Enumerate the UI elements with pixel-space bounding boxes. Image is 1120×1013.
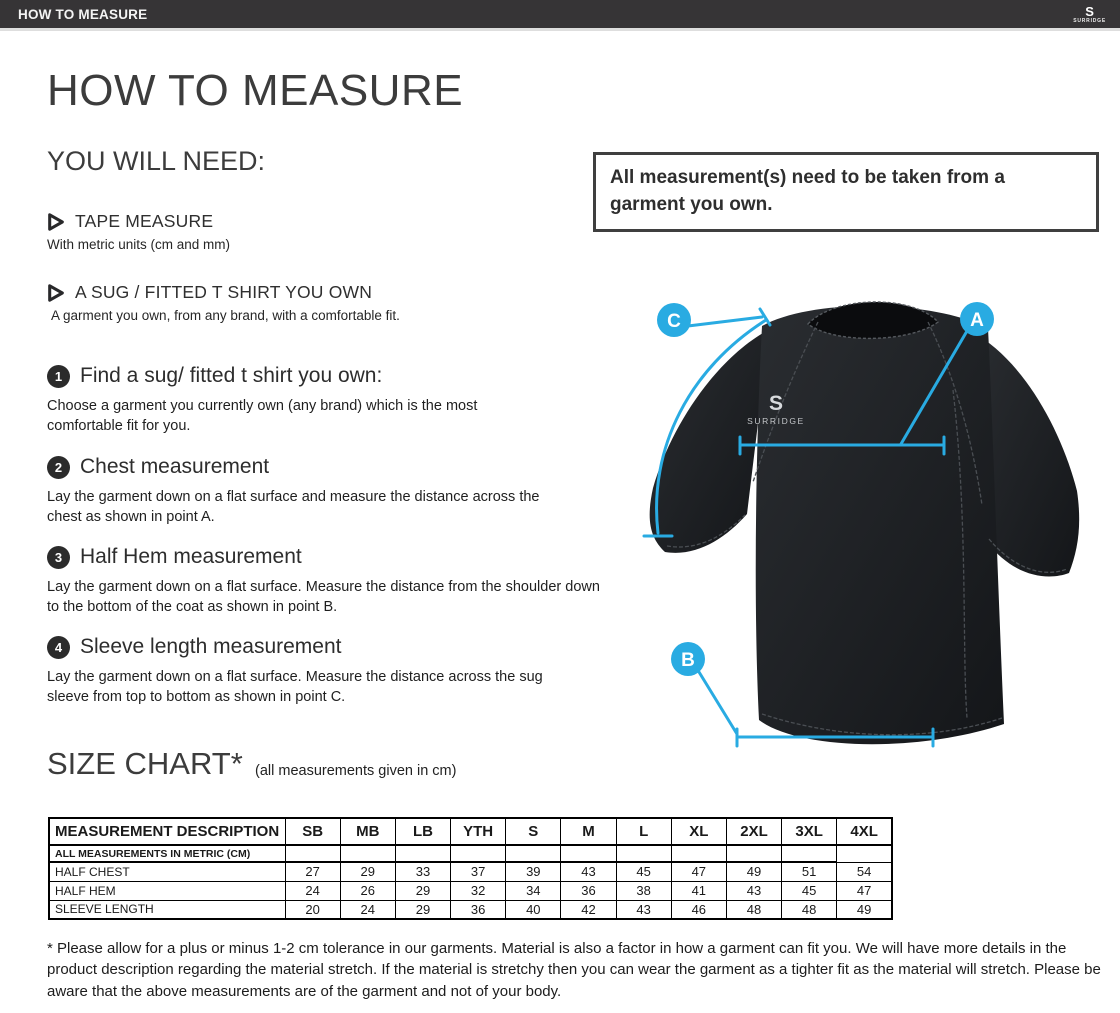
surridge-logo bbox=[1073, 5, 1106, 24]
cell: 48 bbox=[726, 900, 781, 919]
cell: 36 bbox=[561, 881, 616, 900]
triangle-bullet-icon bbox=[47, 213, 65, 231]
col-header: MEASUREMENT DESCRIPTION bbox=[49, 818, 285, 845]
triangle-bullet-icon bbox=[47, 284, 65, 302]
cell: 43 bbox=[616, 900, 671, 919]
step-4 bbox=[47, 635, 559, 707]
step-2 bbox=[47, 455, 559, 527]
tshirt-measure-diagram bbox=[620, 280, 1120, 770]
measure-c-pointer-line bbox=[688, 317, 762, 326]
page-title: HOW TO MEASURE bbox=[47, 66, 464, 115]
notice-box: All measurement(s) need to be taken from a garment you own. bbox=[593, 152, 1099, 232]
need-item-tape-measure bbox=[47, 211, 230, 252]
size-chart-header-row bbox=[49, 818, 892, 845]
cell: 39 bbox=[506, 862, 561, 881]
row-label: HALF CHEST bbox=[49, 862, 285, 881]
cell: 46 bbox=[671, 900, 726, 919]
step-title: Find a sug/ fitted t shirt you own: bbox=[80, 364, 383, 387]
cell: 43 bbox=[561, 862, 616, 881]
surridge-logo-mark-icon: S bbox=[1085, 4, 1094, 19]
step-title: Half Hem measurement bbox=[80, 545, 302, 568]
size-chart-table bbox=[48, 817, 893, 920]
cell: 29 bbox=[340, 862, 395, 881]
cell: 26 bbox=[340, 881, 395, 900]
top-bar-title: HOW TO MEASURE bbox=[18, 6, 148, 22]
need-item-title: TAPE MEASURE bbox=[75, 211, 214, 231]
cell: 33 bbox=[395, 862, 450, 881]
step-body: Lay the garment down on a flat surface. Measure the distance from the shoulder down to the bottom of the coat as shown in point B. bbox=[47, 579, 600, 615]
cell: 29 bbox=[395, 881, 450, 900]
badge-a-label: A bbox=[970, 310, 984, 331]
col-header: 4XL bbox=[837, 818, 892, 845]
cell: 24 bbox=[340, 900, 395, 919]
cell: 27 bbox=[285, 862, 340, 881]
cell: 47 bbox=[837, 881, 892, 900]
cell: 37 bbox=[451, 862, 506, 881]
cell: 29 bbox=[395, 900, 450, 919]
badge-b-label: B bbox=[681, 650, 695, 671]
cell: 47 bbox=[671, 862, 726, 881]
col-header: L bbox=[616, 818, 671, 845]
cell: 43 bbox=[726, 881, 781, 900]
need-item-title: A SUG / FITTED T SHIRT YOU OWN bbox=[75, 282, 373, 302]
step-number-badge: 1 bbox=[47, 365, 70, 388]
cell: 49 bbox=[726, 862, 781, 881]
step-body: Lay the garment down on a flat surface. Measure the distance across the sug sleeve from top to bottom as shown in point C. bbox=[47, 669, 543, 705]
col-header: 2XL bbox=[726, 818, 781, 845]
step-body: Lay the garment down on a flat surface and measure the distance across the chest as shown in point A. bbox=[47, 489, 540, 525]
cell: 48 bbox=[782, 900, 837, 919]
need-item-subtitle: A garment you own, from any brand, with a comfortable fit. bbox=[51, 308, 400, 323]
table-row-half-chest bbox=[49, 862, 892, 881]
table-row-half-hem bbox=[49, 881, 892, 900]
surridge-logo-word: SURRIDGE bbox=[1073, 18, 1106, 24]
metric-note-cell: ALL MEASUREMENTS IN METRIC (CM) bbox=[49, 845, 285, 862]
step-number-badge: 3 bbox=[47, 546, 70, 569]
col-header: M bbox=[561, 818, 616, 845]
cell: 49 bbox=[837, 900, 892, 919]
cell: 34 bbox=[506, 881, 561, 900]
col-header: LB bbox=[395, 818, 450, 845]
cell: 38 bbox=[616, 881, 671, 900]
metric-note-row bbox=[49, 845, 892, 862]
col-header: MB bbox=[340, 818, 395, 845]
step-title: Chest measurement bbox=[80, 455, 270, 478]
col-header: YTH bbox=[451, 818, 506, 845]
size-chart-note: (all measurements given in cm) bbox=[255, 763, 457, 779]
need-item-subtitle: With metric units (cm and mm) bbox=[47, 237, 231, 252]
col-header: XL bbox=[671, 818, 726, 845]
badge-c-label: C bbox=[667, 311, 681, 332]
cell: 42 bbox=[561, 900, 616, 919]
tolerance-footnote: * Please allow for a plus or minus 1-2 cm tolerance in our garments. Material is also a factor in how a garment can fit you. We will have more details in the product description regarding the material stretch. If the material is stretchy then you can wear the garment as a tighter fit as the material will stretch. Please be aware that the above measurements are of the garment and not of your body. bbox=[47, 940, 1101, 1000]
cell: 54 bbox=[837, 862, 892, 881]
top-bar bbox=[0, 0, 1120, 31]
row-label: HALF HEM bbox=[49, 881, 285, 900]
cell: 40 bbox=[506, 900, 561, 919]
step-title: Sleeve length measurement bbox=[80, 635, 342, 658]
col-header: 3XL bbox=[782, 818, 837, 845]
cell: 41 bbox=[671, 881, 726, 900]
cell: 36 bbox=[451, 900, 506, 919]
cell: 24 bbox=[285, 881, 340, 900]
row-label: SLEEVE LENGTH bbox=[49, 900, 285, 919]
need-item-fitted-tshirt bbox=[47, 282, 400, 323]
cell: 51 bbox=[782, 862, 837, 881]
cell: 45 bbox=[616, 862, 671, 881]
step-number-badge: 2 bbox=[47, 456, 70, 479]
step-1 bbox=[47, 364, 533, 436]
step-number-badge: 4 bbox=[47, 636, 70, 659]
tshirt-torso bbox=[756, 306, 1004, 744]
step-body: Choose a garment you currently own (any brand) which is the most comfortable fit for you. bbox=[47, 398, 478, 434]
table-row-sleeve-length bbox=[49, 900, 892, 919]
step-3 bbox=[47, 545, 615, 617]
you-will-need-heading: YOU WILL NEED: bbox=[47, 146, 266, 176]
cell: 45 bbox=[782, 881, 837, 900]
svg-text:S: S bbox=[768, 392, 784, 415]
cell: 32 bbox=[451, 881, 506, 900]
size-chart-heading: SIZE CHART* bbox=[47, 746, 243, 781]
cell: 20 bbox=[285, 900, 340, 919]
col-header: S bbox=[506, 818, 561, 845]
col-header: SB bbox=[285, 818, 340, 845]
measure-b-pointer-line bbox=[699, 672, 737, 734]
svg-text:SURRIDGE: SURRIDGE bbox=[747, 416, 805, 426]
